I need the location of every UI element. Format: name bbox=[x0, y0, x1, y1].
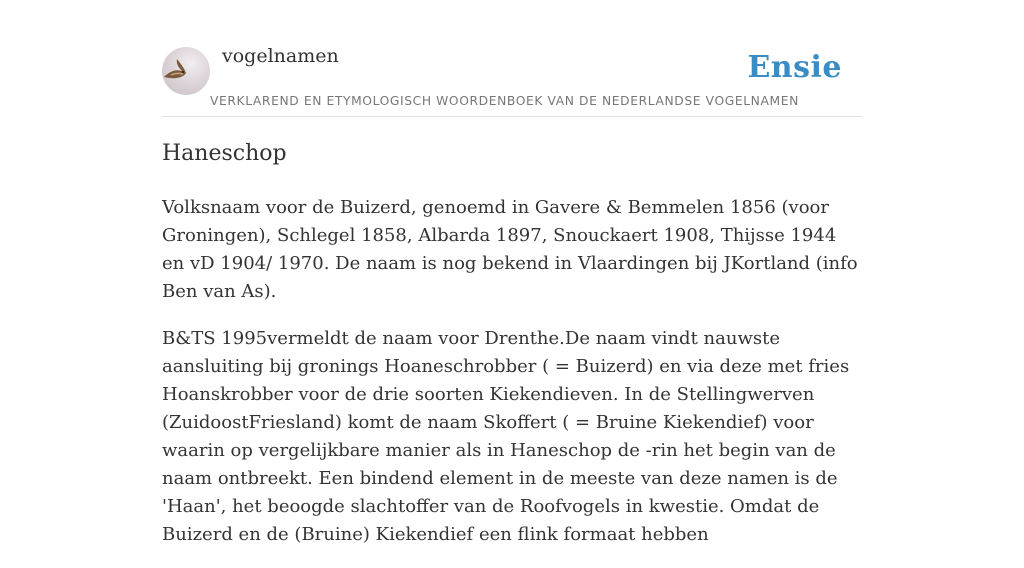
site-tagline: VERKLAREND EN ETYMOLOGISCH WOORDENBOEK VAN DE NEDERLANDSE VOGELNAMEN bbox=[210, 94, 799, 108]
article-paragraph: Volksnaam voor de Buizerd, genoemd in Gavere & Bemmelen 1856 (voor Groningen), Schlegel 1858, Albarda 1897, Snouckaert 1908, Thijsse 1944 en vD 1904/ 1970. De naam is nog bekend in Vlaardingen bij JKortland (info Ben van As). bbox=[162, 197, 858, 302]
article bbox=[162, 138, 864, 568]
article-paragraph: B&TS 1995vermeldt de naam voor Drenthe.De naam vindt nauwste aansluiting bij gronings Hoaneschrobber ( = Buizerd) en via deze met fries Hoanskrobber voor de drie soorten Kiekendieven. In de Stellingwerven (ZuidoostFriesland) komt de naam Skoffert ( = Bruine Kiekendief) voor waarin op vergelijkbare manier als in Haneschop de -rin het begin van de naam ontbreekt. Een bindend element in de meeste van deze namen is de 'Haan', het beoogde slachtoffer van de Roofvogels in kwestie. Omdat de Buizerd en de (Bruine) Kiekendief een flink formaat hebben bbox=[162, 328, 850, 545]
bird-silhouette-icon bbox=[162, 47, 210, 95]
ensie-logo[interactable]: Ensie bbox=[747, 50, 842, 85]
site-name[interactable]: vogelnamen bbox=[222, 45, 339, 67]
article-title: Haneschop bbox=[162, 141, 287, 166]
site-header bbox=[162, 0, 862, 117]
bird-avatar-icon[interactable] bbox=[162, 47, 210, 95]
